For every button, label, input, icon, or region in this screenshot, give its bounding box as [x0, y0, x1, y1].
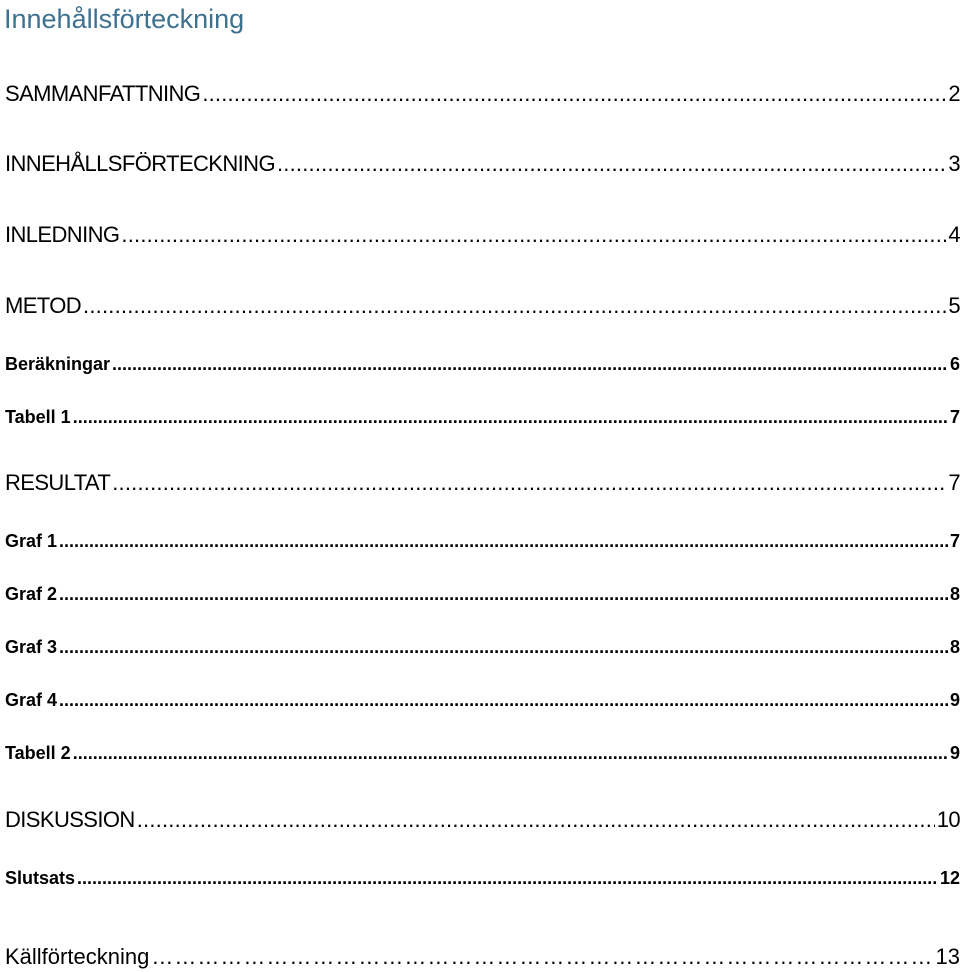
toc-entry-graf-1[interactable] [5, 529, 960, 553]
toc-heading: Innehållsförteckning [4, 4, 245, 34]
dot-leader [202, 80, 946, 108]
toc-entry-page: 5 [948, 293, 960, 318]
toc-entry-tabell-1[interactable] [5, 405, 960, 429]
toc-entry-page: 7 [949, 531, 960, 551]
dot-leader [112, 469, 946, 497]
toc-entry-title: METOD [5, 293, 82, 318]
toc-entry-title: INLEDNING [5, 222, 120, 247]
toc-entry-title: Tabell 2 [5, 743, 71, 763]
toc-entry-page: 8 [949, 584, 960, 604]
toc-entry-graf-3[interactable] [5, 635, 960, 659]
toc-entry-title: INNEHÅLLSFÖRTECKNING [5, 151, 275, 176]
toc-entry-page: 7 [949, 407, 960, 427]
toc-entry-title: Slutsats [5, 868, 76, 888]
toc-entry-graf-2[interactable] [5, 582, 960, 606]
toc-entry-title: Källförteckning [5, 944, 150, 969]
toc-entry-page: 8 [949, 637, 960, 657]
toc-entry-page: 9 [949, 690, 960, 710]
dot-leader [73, 405, 948, 429]
toc-entry-metod[interactable] [5, 292, 960, 320]
toc-entry-title: Graf 4 [5, 690, 58, 710]
toc-entry-title: Graf 3 [5, 637, 58, 657]
toc-entry-title: Graf 2 [5, 584, 58, 604]
toc-entry-title: SAMMANFATTNING [5, 81, 201, 106]
toc-entry-tabell-2[interactable] [5, 741, 960, 765]
toc-entry-page: 13 [935, 944, 960, 969]
dot-leader [59, 582, 948, 606]
toc-entry-page: 7 [948, 470, 960, 495]
toc-entry-page: 10 [936, 807, 960, 832]
dot-leader [137, 806, 935, 834]
toc-entry-page: 9 [949, 743, 960, 763]
ellipsis-leader [151, 943, 933, 971]
dot-leader [112, 352, 948, 376]
toc-entry-page: 6 [949, 354, 960, 374]
dot-leader [121, 221, 946, 249]
toc-entry-title: Beräkningar [5, 354, 111, 374]
toc-entry-page: 4 [948, 222, 960, 247]
toc-entry-title: DISKUSSION [5, 807, 135, 832]
toc-entry-page: 2 [948, 81, 960, 106]
toc-entry-sammanfattning[interactable] [5, 80, 960, 108]
toc-entry-title: Graf 1 [5, 531, 58, 551]
toc-entry-innehallsforteckning[interactable] [5, 150, 960, 178]
toc-entry-page: 3 [948, 151, 960, 176]
dot-leader [59, 635, 948, 659]
toc-entry-title: Tabell 1 [5, 407, 71, 427]
dot-leader [277, 150, 946, 178]
toc-entry-diskussion[interactable] [5, 806, 960, 834]
dot-leader [59, 529, 948, 553]
toc-entry-title: RESULTAT [5, 470, 111, 495]
toc-entry-page: 12 [939, 868, 960, 888]
dot-leader [73, 741, 948, 765]
toc-entry-slutsats[interactable] [5, 866, 960, 890]
dot-leader [59, 688, 948, 712]
toc-entry-graf-4[interactable] [5, 688, 960, 712]
toc-entry-inledning[interactable] [5, 221, 960, 249]
dot-leader [83, 292, 946, 320]
toc-entry-berakningar[interactable] [5, 352, 960, 376]
toc-entry-kallforteckning[interactable] [5, 943, 960, 971]
toc-entry-resultat[interactable] [5, 469, 960, 497]
dot-leader [77, 866, 938, 890]
